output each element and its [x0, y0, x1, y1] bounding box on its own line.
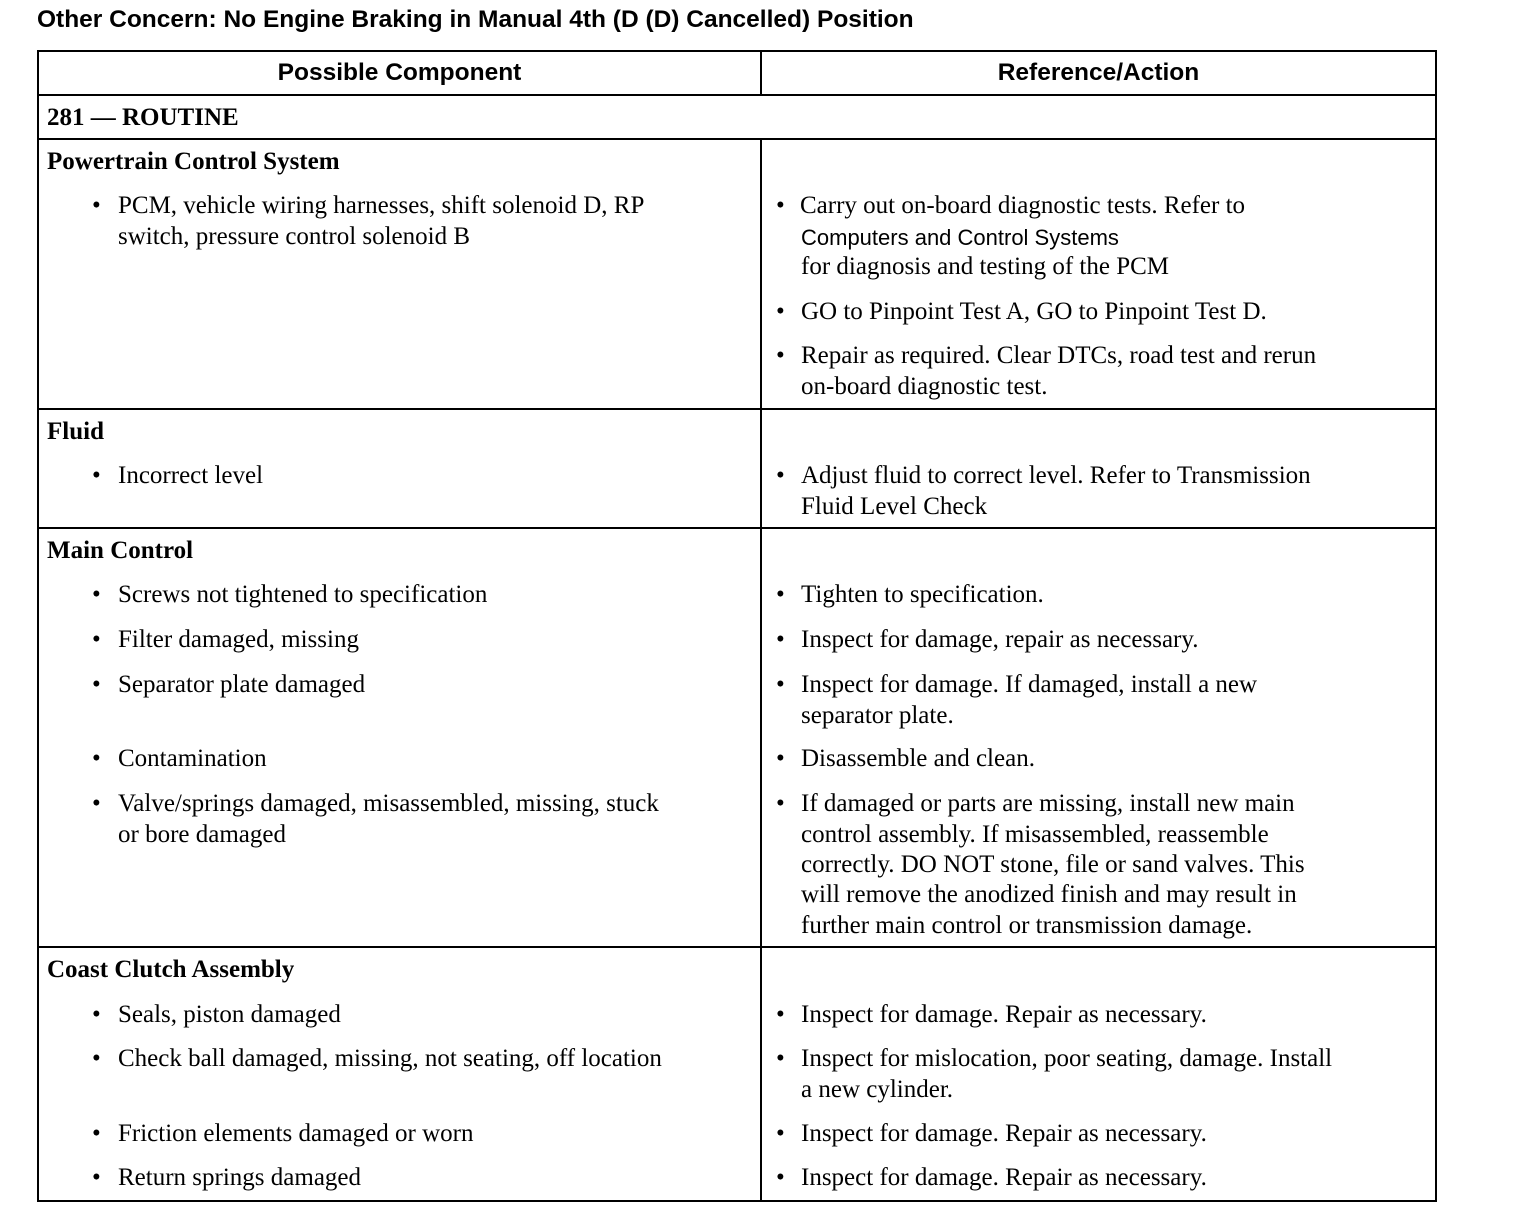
- bullet-icon: •: [776, 1164, 785, 1191]
- bullet-icon: •: [92, 1164, 101, 1191]
- component-line: Screws not tightened to specification: [118, 581, 488, 608]
- component-line: Return springs damaged: [118, 1164, 362, 1191]
- bullet-icon: •: [92, 1045, 101, 1072]
- action-line: a new cylinder.: [801, 1076, 954, 1103]
- bullet-icon: •: [776, 298, 785, 325]
- component-line: Friction elements damaged or worn: [118, 1120, 474, 1147]
- bullet-icon: •: [92, 745, 101, 772]
- section-name-powertrain: Powertrain Control System: [47, 148, 340, 175]
- component-line: Incorrect level: [118, 462, 264, 489]
- action-line: separator plate.: [801, 702, 954, 729]
- bullet-icon: •: [776, 581, 785, 608]
- action-line: Inspect for damage. If damaged, install a new: [801, 671, 1258, 698]
- action-line: Carry out on-board diagnostic tests. Refer to: [800, 192, 1246, 219]
- bullet-icon: •: [776, 1120, 785, 1147]
- action-line: GO to Pinpoint Test A, GO to Pinpoint Test D.: [801, 298, 1267, 325]
- bullet-icon: •: [92, 1120, 101, 1147]
- action-line: control assembly. If misassembled, reassemble: [801, 821, 1269, 848]
- section-name-coast-clutch: Coast Clutch Assembly: [47, 956, 295, 983]
- header-reference-action: Reference/Action: [997, 59, 1200, 86]
- bullet-icon: •: [92, 671, 101, 698]
- section-name-fluid: Fluid: [47, 418, 104, 445]
- bullet-icon: •: [776, 192, 785, 219]
- action-line: Repair as required. Clear DTCs, road test and rerun: [801, 342, 1317, 369]
- bullet-icon: •: [92, 192, 101, 219]
- table-border-right: [1435, 50, 1437, 1202]
- action-line: Tighten to specification.: [801, 581, 1044, 608]
- routine-label: 281 — ROUTINE: [47, 104, 239, 131]
- component-line: Valve/springs damaged, misassembled, missing, stuck: [118, 790, 659, 817]
- component-line: or bore damaged: [118, 821, 286, 848]
- action-line: Inspect for damage. Repair as necessary.: [801, 1120, 1207, 1147]
- section-name-main-control: Main Control: [47, 537, 194, 564]
- section-divider-main-control: [37, 527, 1437, 529]
- page-title: Other Concern: No Engine Braking in Manual 4th (D (D) Cancelled) Position: [37, 6, 914, 33]
- bullet-icon: •: [776, 790, 785, 817]
- component-line: Seals, piston damaged: [118, 1001, 341, 1028]
- action-line: If damaged or parts are missing, install new main: [801, 790, 1295, 817]
- section-divider-coast-clutch: [37, 946, 1437, 948]
- component-line: Filter damaged, missing: [118, 626, 359, 653]
- action-line: for diagnosis and testing of the PCM: [801, 253, 1170, 280]
- action-line: correctly. DO NOT stone, file or sand valves. This: [801, 851, 1305, 878]
- bullet-icon: •: [776, 671, 785, 698]
- table-border-left: [37, 50, 39, 1202]
- section-divider-fluid: [37, 408, 1437, 410]
- action-line: further main control or transmission damage.: [801, 912, 1253, 939]
- bullet-icon: •: [776, 626, 785, 653]
- component-line: Check ball damaged, missing, not seating, off location: [118, 1045, 662, 1072]
- bullet-icon: •: [92, 1001, 101, 1028]
- action-line: on-board diagnostic test.: [801, 373, 1048, 400]
- bullet-icon: •: [776, 1045, 785, 1072]
- bullet-icon: •: [92, 581, 101, 608]
- component-line: Separator plate damaged: [118, 671, 366, 698]
- action-line: Inspect for mislocation, poor seating, damage. Install: [801, 1045, 1333, 1072]
- action-line: Inspect for damage. Repair as necessary.: [801, 1164, 1207, 1191]
- component-line: PCM, vehicle wiring harnesses, shift solenoid D, RP: [118, 192, 645, 219]
- bullet-icon: •: [92, 462, 101, 489]
- action-line: Adjust fluid to correct level. Refer to Transmission: [801, 462, 1311, 489]
- bullet-icon: •: [776, 745, 785, 772]
- action-line: Disassemble and clean.: [801, 745, 1035, 772]
- action-line: will remove the anodized finish and may result in: [801, 881, 1297, 908]
- column-divider-body: [760, 138, 762, 1201]
- action-line: Inspect for damage, repair as necessary.: [801, 626, 1199, 653]
- action-line: Inspect for damage. Repair as necessary.: [801, 1001, 1207, 1028]
- action-line: Fluid Level Check: [801, 493, 988, 520]
- table-border-bottom: [37, 1200, 1437, 1202]
- bullet-icon: •: [776, 462, 785, 489]
- component-line: switch, pressure control solenoid B: [118, 223, 471, 250]
- action-reference-line: Computers and Control Systems: [801, 225, 1119, 250]
- bullet-icon: •: [776, 342, 785, 369]
- bullet-icon: •: [92, 790, 101, 817]
- routine-divider: [37, 138, 1437, 140]
- bullet-icon: •: [776, 1001, 785, 1028]
- component-line: Contamination: [118, 745, 267, 772]
- bullet-icon: •: [92, 626, 101, 653]
- header-possible-component: Possible Component: [277, 59, 522, 86]
